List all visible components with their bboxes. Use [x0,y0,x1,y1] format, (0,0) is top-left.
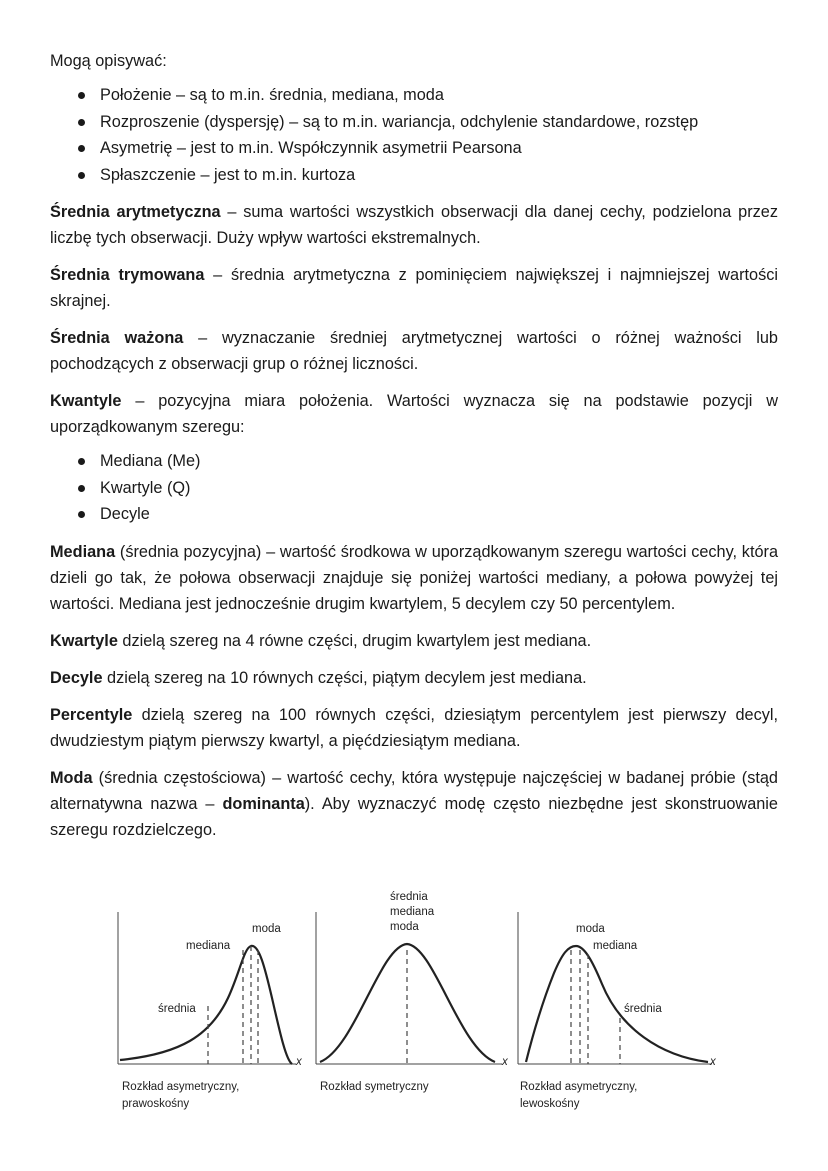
mean-label: średnia [158,1003,196,1015]
panel-left-skewed [518,912,717,1110]
quantile-list [50,448,778,528]
caption: prawoskośny [122,1098,190,1110]
list-item: Kwartyle (Q) [100,475,778,502]
list-item: Spłaszczenie – jest to m.in. kurtoza [100,162,778,189]
distribution-curve [120,946,292,1064]
list-item: Decyle [100,501,778,528]
term: Średnia trymowana [50,266,205,284]
definition: – średnia arytmetyczna z pominięciem największej i najmniejszej wartości skrajnej. [50,266,778,310]
term: Mediana [50,542,116,561]
definition: dzielą szereg na 100 równych części, dziesiątym percentylem jest pierwszy decyl, dwudziestym piątym pierwszy kwartyl, a pięćdziesiątym mediana. [50,705,778,750]
definition: ). Aby wyznaczyć modę często niezbędne jest skonstruowanie szeregu rozdzielczego. [50,794,778,839]
definition: (średnia pozycyjna) – wartość środkowa w uporządkowanym szeregu wartości cechy, która dzieli go tak, że połowa obserwacji znajduje się poniżej wartości mediany, a połowa powyżej tej wartości. Mediana jest jednocześnie drugim kwartylem, 5 decylem czy 50 percentylem. [50,542,778,613]
x-axis-label: x [296,1056,302,1068]
def-mode [50,765,778,843]
definition: (średnia częstościowa) – wartość cechy, która występuje najczęściej w badanej próbie (stąd alternatywna nazwa – [50,768,778,813]
def-quantiles [50,388,778,440]
caption: Rozkład asymetryczny, [520,1081,638,1093]
caption: Rozkład asymetryczny, [122,1081,240,1093]
term: Kwantyle [50,392,122,410]
median-label: mediana [390,906,435,918]
def-weighted-mean [50,325,778,377]
distribution-curve [526,946,708,1062]
list-item: Położenie – są to m.in. średnia, mediana, moda [100,82,778,109]
term: Kwartyle [50,631,118,650]
term: Średnia ważona [50,329,184,347]
intro-text: Mogą opisywać: [50,52,167,70]
definition: – pozycyjna miara położenia. Wartości wyznacza się na podstawie pozycji w uporządkowanym szeregu: [50,392,778,436]
mode-label: moda [576,923,605,935]
mean-label: średnia [624,1003,662,1015]
panel-symmetric [316,891,509,1093]
describe-list [50,82,778,188]
definition: dzielą szereg na 10 równych części, piątym decylem jest mediana. [102,668,587,687]
mode-label: moda [252,923,281,935]
document-page [50,48,778,854]
def-quartiles [50,628,778,654]
list-item: Mediana (Me) [100,448,778,475]
term: Decyle [50,668,103,687]
def-arithmetic-mean [50,199,778,251]
def-median [50,539,778,617]
x-axis-label: x [710,1056,716,1068]
panel-right-skewed [118,912,303,1110]
term: dominanta [222,794,305,813]
list-item: Rozproszenie (dyspersję) – są to m.in. wariancja, odchylenie standardowe, rozstęp [100,109,778,136]
term: Średnia arytmetyczna [50,203,221,221]
definition: dzielą szereg na 4 równe części, drugim kwartylem jest mediana. [117,631,592,650]
mode-label: moda [390,921,419,933]
def-trimmed-mean [50,262,778,314]
x-axis-label: x [502,1056,508,1068]
def-deciles [50,665,778,691]
term: Percentyle [50,705,133,724]
caption: lewoskośny [520,1098,580,1110]
median-label: mediana [593,940,638,952]
distribution-diagram [110,888,730,1128]
term: Moda [50,768,93,787]
def-percentiles [50,702,778,754]
distribution-figure [110,888,730,1128]
median-label: mediana [186,940,231,952]
mean-label: średnia [390,891,428,903]
definition: – wyznaczanie średniej arytmetycznej wartości o różnej ważności lub pochodzących z obserwacji grup o różnej liczności. [50,329,778,373]
definition: – suma wartości wszystkich obserwacji dla danej cechy, podzielona przez liczbę tych obserwacji. Duży wpływ wartości ekstremalnych. [50,203,778,247]
caption: Rozkład symetryczny [320,1081,429,1093]
list-item: Asymetrię – jest to m.in. Współczynnik asymetrii Pearsona [100,135,778,162]
